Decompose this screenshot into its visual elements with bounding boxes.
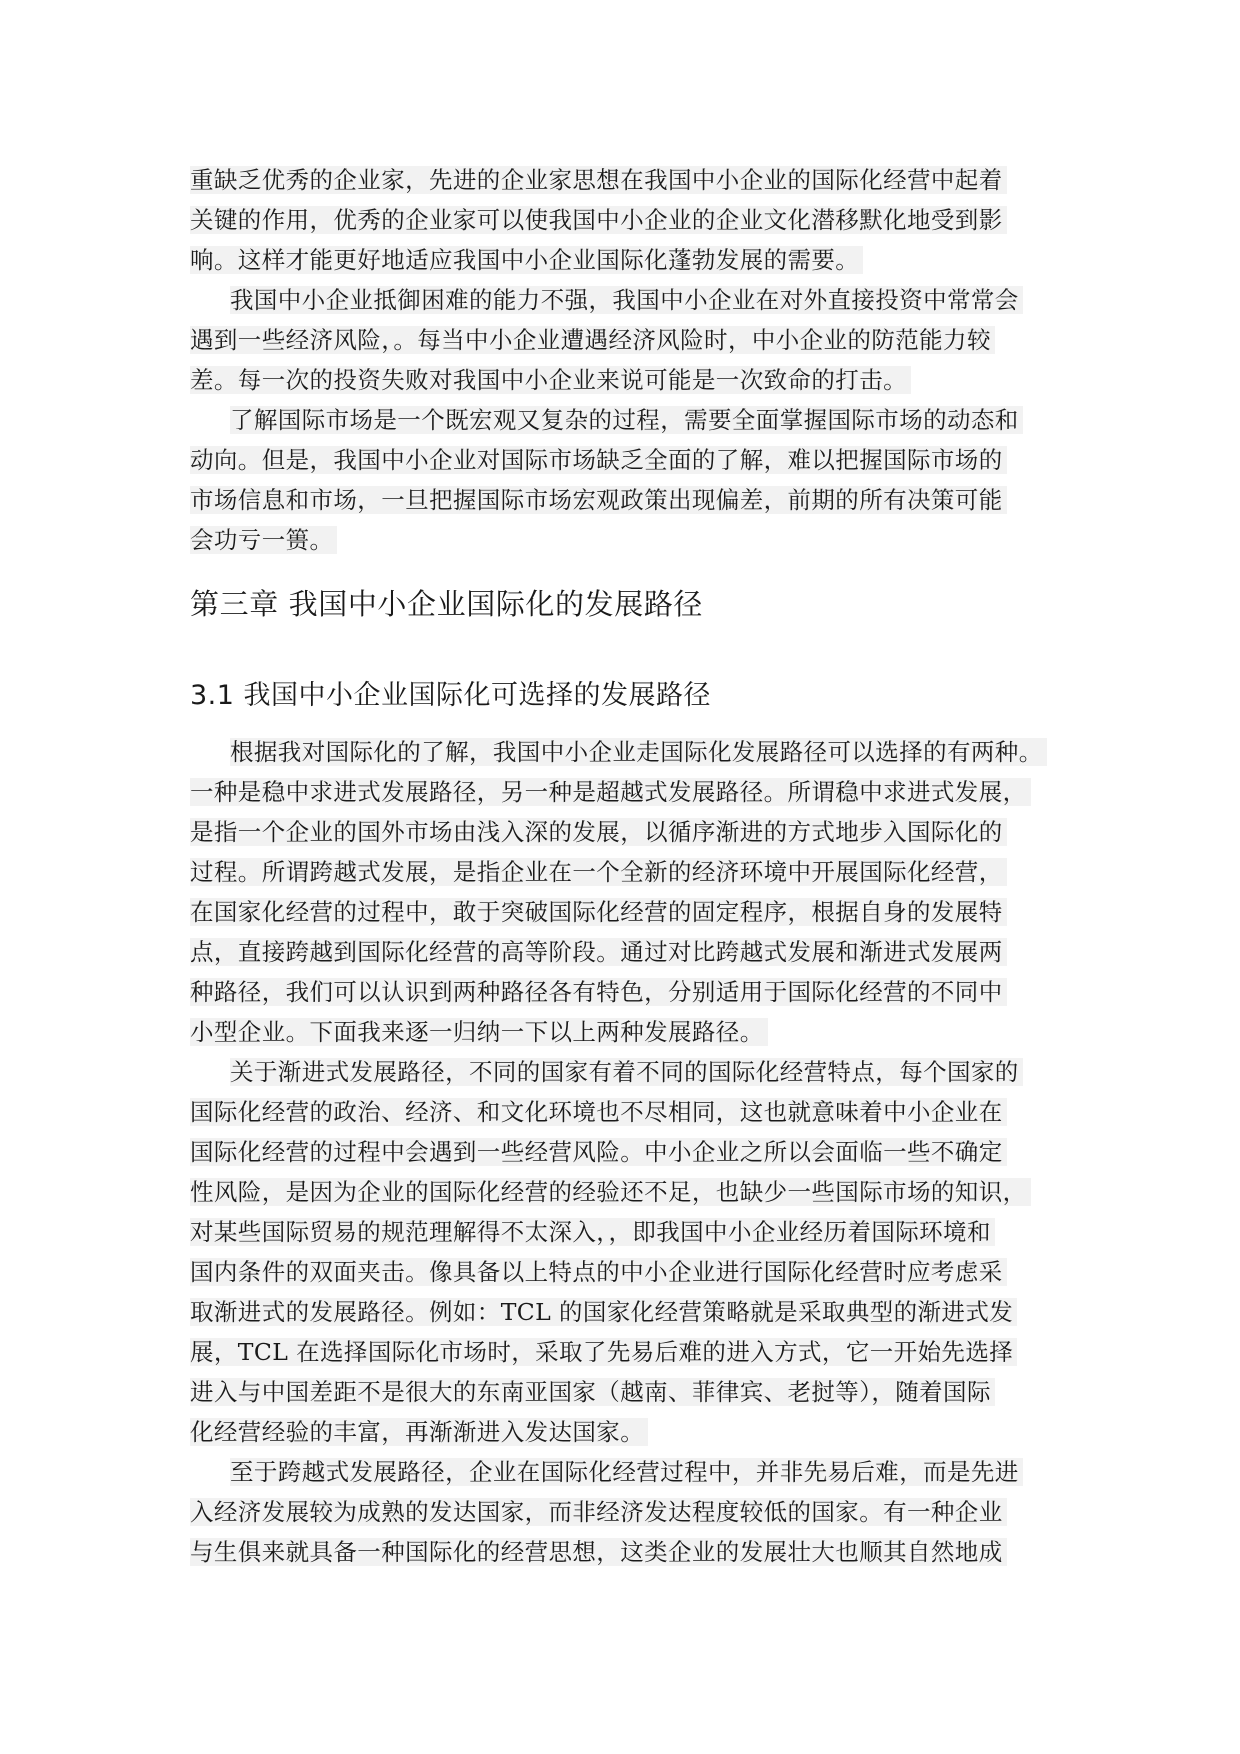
text-line: 我国中小企业抵御困难的能力不强，我国中小企业在对外直接投资中常常会 xyxy=(190,280,1050,320)
text-line: 是指一个企业的国外市场由浅入深的发展，以循序渐进的方式地步入国际化的 xyxy=(190,812,1050,852)
paragraph-entrepreneur xyxy=(190,160,1050,280)
text-line: 性风险，是因为企业的国际化经营的经验还不足，也缺少一些国际市场的知识， xyxy=(190,1172,1050,1212)
text-line: 国际化经营的过程中会遇到一些经营风险。中小企业之所以会面临一些不确定 xyxy=(190,1132,1050,1172)
paragraph-market xyxy=(190,400,1050,560)
paragraph-gradual-path xyxy=(190,1052,1050,1452)
chapter-heading: 第三章 我国中小企业国际化的发展路径 xyxy=(190,587,704,621)
text-line: 根据我对国际化的了解，我国中小企业走国际化发展路径可以选择的有两种。 xyxy=(190,732,1050,772)
text-line: 国内条件的双面夹击。像具备以上特点的中小企业进行国际化经营时应考虑采 xyxy=(190,1252,1050,1292)
text-line: 化经营经验的丰富，再渐渐进入发达国家。 xyxy=(190,1412,1050,1452)
text-line: 动向。但是，我国中小企业对国际市场缺乏全面的了解，难以把握国际市场的 xyxy=(190,440,1050,480)
text-line: 在国家化经营的过程中，敢于突破国际化经营的固定程序，根据自身的发展特 xyxy=(190,892,1050,932)
paragraph-paths-overview xyxy=(190,732,1050,1052)
section-heading: 3.1 我国中小企业国际化可选择的发展路径 xyxy=(190,680,712,711)
text-line: 一种是稳中求进式发展路径，另一种是超越式发展路径。所谓稳中求进式发展， xyxy=(190,772,1050,812)
text-line: 会功亏一篑。 xyxy=(190,520,1050,560)
document-page xyxy=(190,160,1050,1572)
text-line: 进入与中国差距不是很大的东南亚国家（越南、菲律宾、老挝等），随着国际 xyxy=(190,1372,1050,1412)
text-line: 过程。所谓跨越式发展，是指企业在一个全新的经济环境中开展国际化经营， xyxy=(190,852,1050,892)
text-line: 遇到一些经济风险，。每当中小企业遭遇经济风险时，中小企业的防范能力较 xyxy=(190,320,1050,360)
text-line: 市场信息和市场，一旦把握国际市场宏观政策出现偏差，前期的所有决策可能 xyxy=(190,480,1050,520)
text-line: 种路径，我们可以认识到两种路径各有特色，分别适用于国际化经营的不同中 xyxy=(190,972,1050,1012)
text-line: 至于跨越式发展路径，企业在国际化经营过程中，并非先易后难，而是先进 xyxy=(190,1452,1050,1492)
text-line: 了解国际市场是一个既宏观又复杂的过程，需要全面掌握国际市场的动态和 xyxy=(190,400,1050,440)
text-line: 重缺乏优秀的企业家，先进的企业家思想在我国中小企业的国际化经营中起着 xyxy=(190,160,1050,200)
text-line: 对某些国际贸易的规范理解得不太深入，，即我国中小企业经历着国际环境和 xyxy=(190,1212,1050,1252)
text-line: 关键的作用，优秀的企业家可以使我国中小企业的企业文化潜移默化地受到影 xyxy=(190,200,1050,240)
text-line: 入经济发展较为成熟的发达国家，而非经济发达程度较低的国家。有一种企业 xyxy=(190,1492,1050,1532)
text-line: 差。每一次的投资失败对我国中小企业来说可能是一次致命的打击。 xyxy=(190,360,1050,400)
text-line: 响。这样才能更好地适应我国中小企业国际化蓬勃发展的需要。 xyxy=(190,240,1050,280)
text-line: 关于渐进式发展路径，不同的国家有着不同的国际化经营特点，每个国家的 xyxy=(190,1052,1050,1092)
paragraph-risk xyxy=(190,280,1050,400)
text-line: 点，直接跨越到国际化经营的高等阶段。通过对比跨越式发展和渐进式发展两 xyxy=(190,932,1050,972)
text-line: 与生俱来就具备一种国际化的经营思想，这类企业的发展壮大也顺其自然地成 xyxy=(190,1532,1050,1572)
text-line: 国际化经营的政治、经济、和文化环境也不尽相同，这也就意味着中小企业在 xyxy=(190,1092,1050,1132)
text-line: 取渐进式的发展路径。例如：TCL 的国家化经营策略就是采取典型的渐进式发 xyxy=(190,1292,1050,1332)
text-line: 小型企业。下面我来逐一归纳一下以上两种发展路径。 xyxy=(190,1012,1050,1052)
paragraph-leapfrog-path xyxy=(190,1452,1050,1572)
text-line: 展，TCL 在选择国际化市场时，采取了先易后难的进入方式，它一开始先选择 xyxy=(190,1332,1050,1372)
